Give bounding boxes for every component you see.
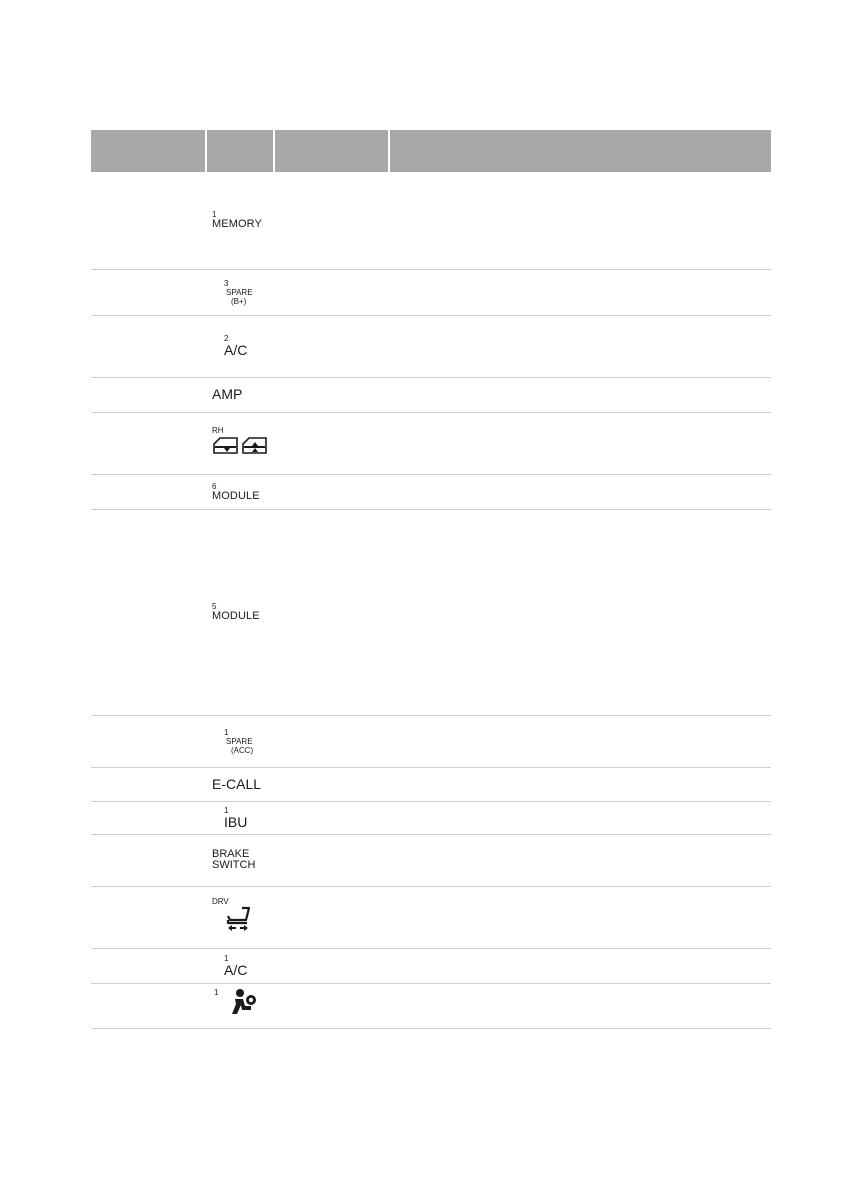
fuse-index: 1 bbox=[224, 953, 229, 963]
fuse-label: SPARE bbox=[226, 736, 253, 746]
table-header-row bbox=[91, 130, 771, 172]
table-row bbox=[91, 412, 771, 474]
header-cell-symbol bbox=[206, 130, 274, 172]
fuse-index: RH bbox=[212, 426, 224, 435]
header-cell-circuit bbox=[389, 130, 771, 172]
power-seat-icon bbox=[212, 906, 256, 937]
fuse-symbol bbox=[206, 983, 274, 1028]
fuse-symbol bbox=[206, 269, 274, 315]
fuse-label: SPARE bbox=[226, 287, 253, 297]
fuse-label: MODULE bbox=[212, 610, 260, 622]
fuse-sublabel: (ACC) bbox=[231, 745, 254, 755]
table-row bbox=[91, 834, 771, 886]
fuse-label: A/C bbox=[224, 961, 248, 978]
table-row bbox=[91, 715, 771, 767]
fuse-index: 1 bbox=[214, 988, 219, 997]
fuse-index: 2 bbox=[224, 334, 229, 343]
fuse-index: 1 bbox=[224, 727, 229, 737]
table-row bbox=[91, 948, 771, 983]
fuse-label: AMP bbox=[212, 386, 243, 402]
fuse-label: MODULE bbox=[212, 489, 260, 502]
fuse-symbol bbox=[206, 377, 274, 412]
fuse-label: MEMORY bbox=[212, 218, 262, 231]
table-row bbox=[91, 767, 771, 801]
fuse-symbol bbox=[206, 509, 274, 715]
table-row bbox=[91, 886, 771, 948]
table-row bbox=[91, 474, 771, 509]
fuse-index: DRV bbox=[212, 897, 229, 906]
fuse-symbol bbox=[206, 801, 274, 834]
fuse-label: A/C bbox=[224, 342, 248, 358]
power-window-icon bbox=[212, 435, 270, 460]
fuse-table bbox=[91, 130, 771, 1029]
fuse-index: 3 bbox=[224, 278, 229, 288]
fuse-index: 1 bbox=[212, 210, 217, 220]
table-row bbox=[91, 801, 771, 834]
fuse-label: E-CALL bbox=[212, 775, 262, 792]
table-row bbox=[91, 172, 771, 269]
fuse-index: 6 bbox=[212, 481, 217, 491]
header-cell-fuse-name bbox=[91, 130, 206, 172]
fuse-label: BRAKE bbox=[212, 848, 250, 860]
fuse-index: 1 bbox=[224, 805, 229, 815]
fuse-symbol bbox=[206, 474, 274, 509]
table-row bbox=[91, 315, 771, 377]
table-row bbox=[91, 509, 771, 715]
fuse-symbol bbox=[206, 315, 274, 377]
fuse-symbol bbox=[206, 767, 274, 801]
fuse-symbol bbox=[206, 172, 274, 269]
header-cell-rating bbox=[274, 130, 389, 172]
table-row bbox=[91, 377, 771, 412]
airbag-icon bbox=[223, 988, 257, 1023]
fuse-symbol bbox=[206, 412, 274, 474]
fuse-symbol bbox=[206, 834, 274, 886]
fuse-label: IBU bbox=[224, 813, 248, 830]
fuse-sublabel: (B+) bbox=[231, 296, 247, 306]
fuse-label-line2: SWITCH bbox=[212, 859, 256, 871]
fuse-symbol bbox=[206, 886, 274, 948]
fuse-symbol bbox=[206, 715, 274, 767]
table-row bbox=[91, 983, 771, 1028]
fuse-index: 5 bbox=[212, 602, 217, 611]
table-row bbox=[91, 269, 771, 315]
fuse-symbol bbox=[206, 948, 274, 983]
